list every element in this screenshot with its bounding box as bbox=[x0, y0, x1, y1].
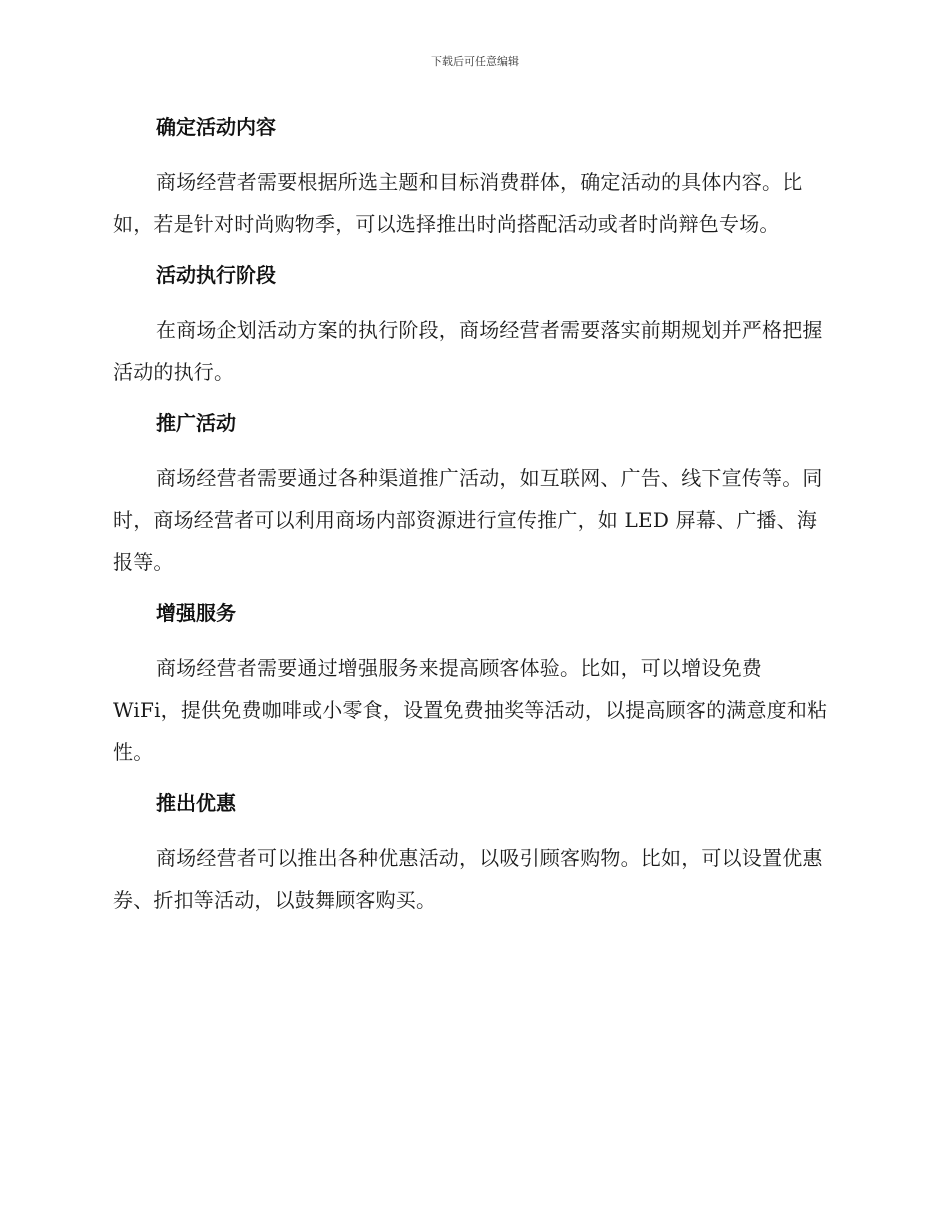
section-promotion bbox=[113, 405, 833, 583]
page-header: 下载后可任意编辑 bbox=[431, 55, 519, 68]
section-discounts bbox=[113, 785, 833, 921]
section-paragraph: 商场经营者可以推出各种优惠活动，以吸引顾客购物。比如，可以设置优惠券、折扣等活动，以鼓舞顾客购买。 bbox=[113, 846, 823, 912]
section-paragraph: 商场经营者需要根据所选主题和目标消费群体，确定活动的具体内容。比如，若是针对时尚购物季，可以选择推出时尚搭配活动或者时尚辩色专场。 bbox=[113, 170, 803, 236]
section-heading: 活动执行阶段 bbox=[156, 263, 276, 287]
section-heading: 推出优惠 bbox=[156, 791, 236, 815]
section-determine-content bbox=[113, 109, 833, 245]
section-paragraph: 商场经营者需要通过各种渠道推广活动，如互联网、广告、线下宣传等。同时，商场经营者可以利用商场内部资源进行宣传推广，如 LED 屏幕、广播、海报等。 bbox=[113, 466, 823, 574]
section-heading: 确定活动内容 bbox=[156, 115, 276, 139]
document-body bbox=[113, 109, 833, 933]
section-paragraph: 商场经营者需要通过增强服务来提高顾客体验。比如，可以增设免费 WiFi，提供免费咖啡或小零食，设置免费抽奖等活动，以提高顾客的满意度和粘性。 bbox=[113, 656, 828, 764]
section-heading: 推广活动 bbox=[156, 411, 236, 435]
section-execution-phase bbox=[113, 257, 833, 393]
section-paragraph: 在商场企划活动方案的执行阶段，商场经营者需要落实前期规划并严格把握活动的执行。 bbox=[113, 318, 823, 384]
section-heading: 增强服务 bbox=[156, 601, 236, 625]
section-enhance-service bbox=[113, 595, 833, 773]
